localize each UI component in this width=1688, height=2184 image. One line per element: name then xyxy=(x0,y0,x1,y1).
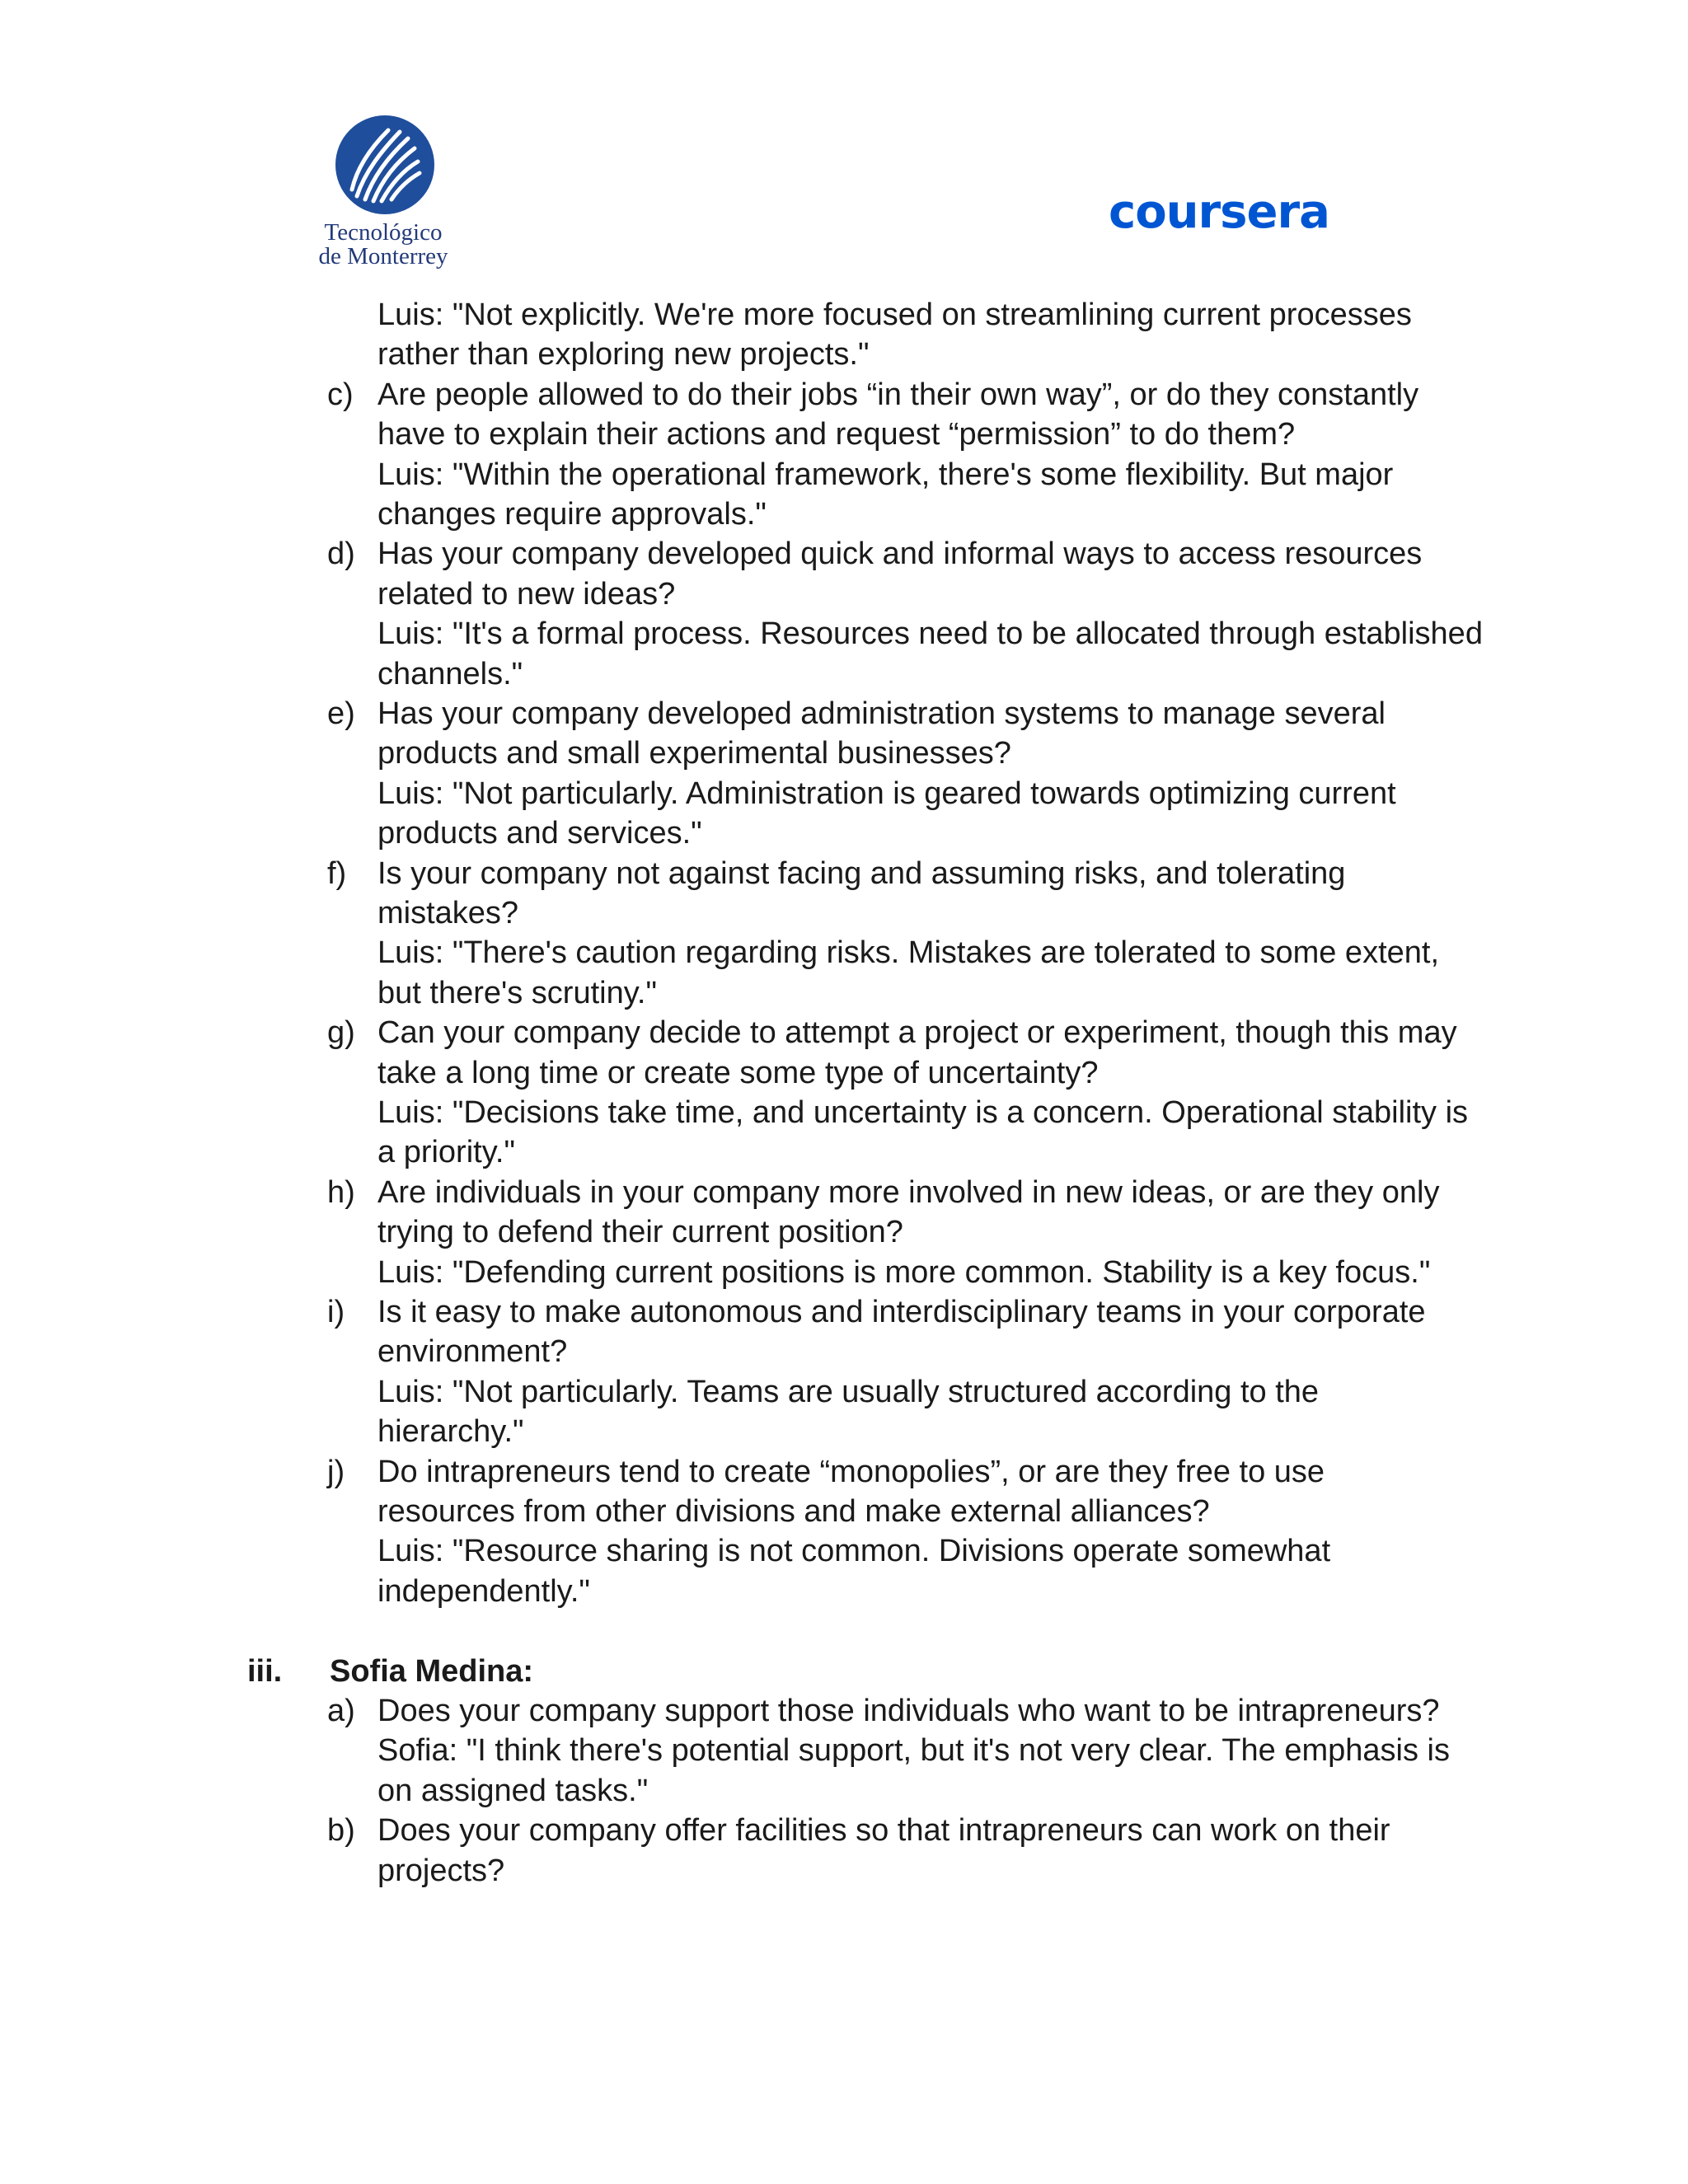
list-item-marker: c) xyxy=(327,377,354,412)
list-item-line: trying to defend their current position? xyxy=(377,1215,903,1250)
list-item-line: Luis: "Resource sharing is not common. Divisions operate somewhat xyxy=(377,1534,1331,1569)
tec-emblem-icon xyxy=(332,114,438,236)
list-item-line: Luis: "Not particularly. Teams are usually structured according to the xyxy=(377,1374,1320,1409)
list-item-marker: f) xyxy=(327,855,347,891)
list-item-marker: i) xyxy=(327,1295,345,1329)
list-item-line: Luis: "Not particularly. Administration is geared towards optimizing current xyxy=(377,776,1396,811)
list-item-line: Luis: "Within the operational framework, there's some flexibility. But major xyxy=(377,457,1394,492)
list-item-line: hierarchy." xyxy=(377,1414,524,1450)
question-line: Is your company not against facing and assuming risks, and tolerating xyxy=(377,855,1346,891)
tec-logo-line2: de Monterrey xyxy=(318,243,448,269)
list-item-line: projects? xyxy=(377,1853,505,1888)
list-item-marker: g) xyxy=(327,1015,355,1051)
question-line: Are individuals in your company more involved in new ideas, or are they only xyxy=(377,1174,1440,1210)
list-item-marker: e) xyxy=(327,696,355,731)
section-title: Sofia Medina: xyxy=(330,1653,534,1689)
question-line: Has your company developed quick and informal ways to access resources xyxy=(377,537,1423,572)
list-item-line: have to explain their actions and request “permission” to do them? xyxy=(377,417,1296,452)
question-line: Can your company decide to attempt a project or experiment, though this may xyxy=(377,1015,1457,1051)
list-item-line: but there's scrutiny." xyxy=(377,975,657,1010)
list-item-line: products and small experimental businesses? xyxy=(377,736,1011,771)
list-item-marker: a) xyxy=(327,1694,355,1728)
list-item-line: take a long time or create some type of uncertainty? xyxy=(377,1055,1099,1090)
coursera-logo: coursera xyxy=(1109,185,1329,239)
list-item-line: Luis: "There's caution regarding risks. Mistakes are tolerated to some extent, xyxy=(377,935,1440,971)
tec-de-monterrey-logo xyxy=(305,114,462,279)
list-item-line: Sofia: "I think there's potential support, but it's not very clear. The emphasis is xyxy=(377,1733,1450,1769)
list-item-line: on assigned tasks." xyxy=(377,1773,649,1808)
list-item-line: Luis: "It's a formal process. Resources need to be allocated through established xyxy=(377,616,1483,652)
section-number: iii. xyxy=(247,1653,283,1689)
question-line: Do intrapreneurs tend to create “monopolies”, or are they free to use xyxy=(377,1454,1325,1489)
question-line: Does your company support those individuals who want to be intrapreneurs? xyxy=(377,1694,1440,1728)
question-line: Is it easy to make autonomous and interdisciplinary teams in your corporate xyxy=(377,1295,1426,1329)
list-item-marker: d) xyxy=(327,537,355,572)
tec-logo-line1: Tecnológico xyxy=(324,219,443,246)
list-item-marker: j) xyxy=(327,1454,345,1489)
list-item-line: mistakes? xyxy=(377,896,519,930)
list-item-line: products and services." xyxy=(377,816,702,851)
list-item-line: independently." xyxy=(377,1573,590,1609)
list-item-line: channels." xyxy=(377,656,523,691)
list-item-line: resources from other divisions and make external alliances? xyxy=(377,1494,1210,1529)
question-line: Does your company offer facilities so that intrapreneurs can work on their xyxy=(377,1813,1390,1849)
list-item-marker: b) xyxy=(327,1813,355,1849)
question-line: Has your company developed administration systems to manage several xyxy=(377,696,1386,731)
list-item-line: related to new ideas? xyxy=(377,576,676,612)
list-item-line: changes require approvals." xyxy=(377,497,767,532)
question-line: Are people allowed to do their jobs “in their own way”, or do they constantly xyxy=(377,377,1419,412)
list-item-line: Luis: "Defending current positions is more common. Stability is a key focus." xyxy=(377,1254,1431,1290)
list-item-line: environment? xyxy=(377,1334,568,1370)
list-item-line: a priority." xyxy=(377,1135,515,1170)
answer-line: Luis: "Not explicitly. We're more focused on streamlining current processes xyxy=(377,298,1412,332)
tec-logo-wordmark xyxy=(305,221,462,269)
list-item-line: Luis: "Decisions take time, and uncertainty is a concern. Operational stability is xyxy=(377,1095,1469,1130)
list-item-marker: h) xyxy=(327,1174,355,1210)
answer-line: rather than exploring new projects." xyxy=(377,337,870,373)
